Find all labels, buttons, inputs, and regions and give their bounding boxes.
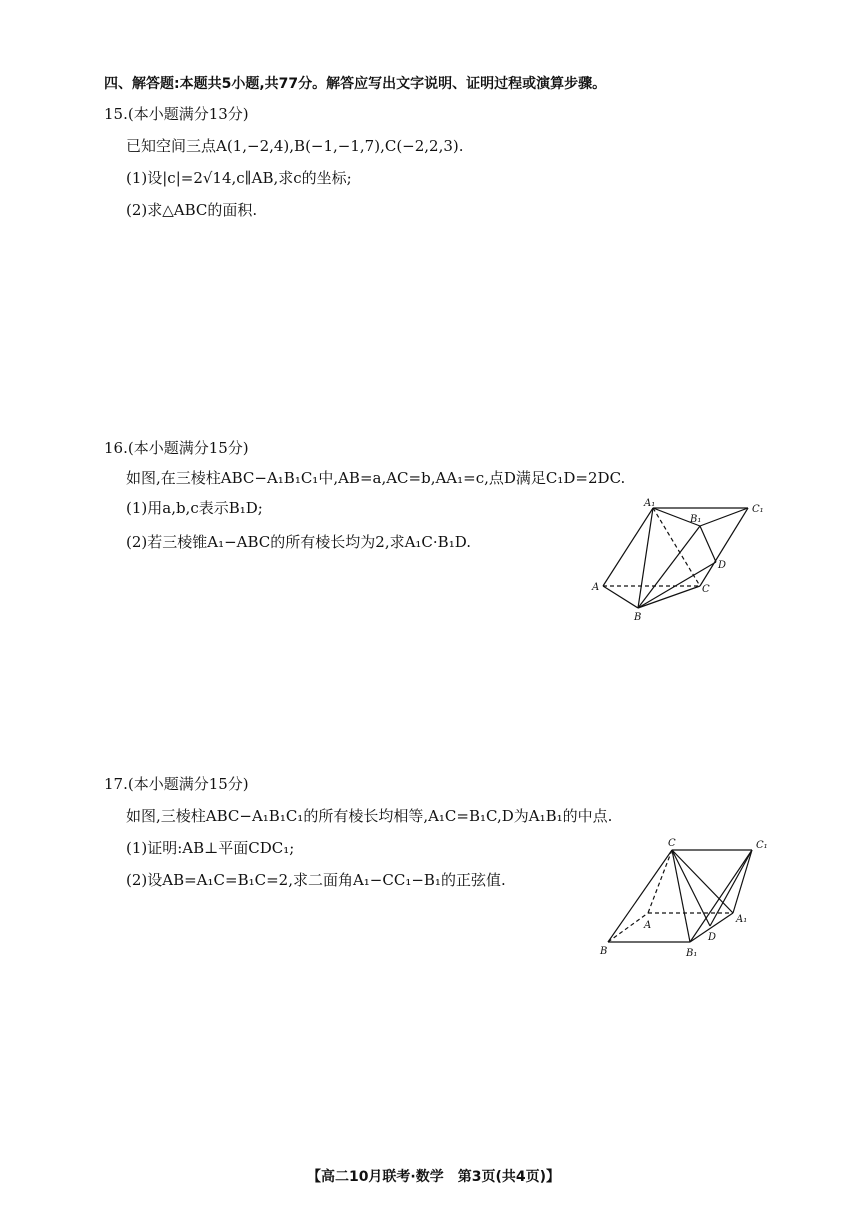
- label-c1: C₁: [752, 504, 764, 515]
- label-b: B: [600, 946, 608, 957]
- label-c: C: [702, 584, 710, 595]
- problem-17-part2: (2)设AB=A₁C=B₁C=2,求二面角A₁−CC₁−B₁的正弦值.: [126, 871, 506, 889]
- label-b1: B₁: [686, 948, 698, 959]
- problem-17-number: 17.(本小题满分15分): [104, 775, 249, 793]
- problem-15-number: 15.(本小题满分13分): [104, 105, 249, 123]
- label-a1: A₁: [736, 914, 748, 925]
- label-d: D: [708, 932, 717, 943]
- label-a1: A₁: [644, 498, 656, 509]
- label-c1: C₁: [756, 840, 768, 851]
- label-a: A: [592, 582, 600, 593]
- section-header: 四、解答题:本题共5小题,共77分。解答应写出文字说明、证明过程或演算步骤。: [104, 76, 607, 92]
- problem-17-stem: 如图,三棱柱ABC−A₁B₁C₁的所有棱长均相等,A₁C=B₁C,D为A₁B₁的中点.: [126, 807, 613, 825]
- label-d: D: [718, 560, 727, 571]
- problem-15-part2: (2)求△ABC的面积.: [126, 201, 258, 219]
- label-c: C: [668, 838, 676, 849]
- problem-16-part1: (1)用a,b,c表示B₁D;: [126, 499, 263, 517]
- problem-15-stem: 已知空间三点A(1,−2,4),B(−1,−1,7),C(−2,2,3).: [126, 137, 464, 155]
- page-footer: 【高二10月联考·数学 第3页(共4页)】: [306, 1169, 561, 1185]
- problem-15-part1: (1)设|c|=2√14,c∥AB,求c的坐标;: [126, 169, 352, 187]
- label-b: B: [634, 612, 642, 623]
- problem-16-stem: 如图,在三棱柱ABC−A₁B₁C₁中,AB=a,AC=b,AA₁=c,点D满足C₁D=2DC.: [126, 469, 626, 487]
- problem-17-part1: (1)证明:AB⊥平面CDC₁;: [126, 839, 295, 857]
- problem-16-part2: (2)若三棱锥A₁−ABC的所有棱长均为2,求A₁C·B₁D.: [126, 533, 471, 551]
- problem-16-number: 16.(本小题满分15分): [104, 439, 249, 457]
- label-b1: B₁: [690, 514, 702, 525]
- label-a: A: [644, 920, 652, 931]
